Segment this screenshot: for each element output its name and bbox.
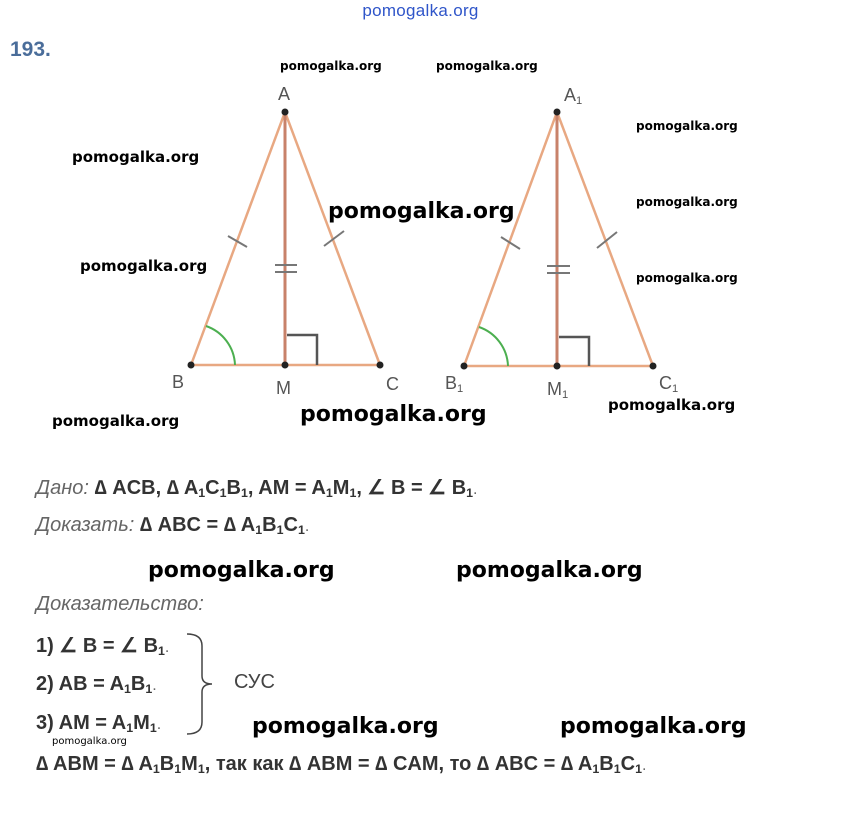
side-ab xyxy=(191,112,285,365)
watermark: pomogalka.org xyxy=(280,59,382,73)
watermark: pomogalka.org xyxy=(636,119,738,133)
point-a1 xyxy=(554,109,561,116)
point-b1 xyxy=(461,363,468,370)
watermark: pomogalka.org xyxy=(608,396,736,414)
proof-step-1: 1) ∠ B = ∠ $B_1$. xyxy=(36,635,170,659)
proof-step-3: 3) AM = $A_1M_1$. xyxy=(36,712,162,736)
watermark: pomogalka.org xyxy=(560,714,747,739)
task-number: 193. xyxy=(10,38,51,61)
point-b xyxy=(188,362,195,369)
label-m: M xyxy=(276,378,291,398)
right-triangle xyxy=(461,109,657,370)
watermark: pomogalka.org xyxy=(52,412,180,430)
prove-label: Доказать: xyxy=(36,514,135,536)
right-angle-mark-2 xyxy=(559,337,589,366)
watermark: pomogalka.org xyxy=(456,558,643,583)
label-a1: $A_1$ xyxy=(564,85,583,107)
left-triangle xyxy=(188,109,384,369)
label-c: C xyxy=(386,374,399,394)
label-a: A xyxy=(278,84,291,104)
side-a1c1 xyxy=(557,112,653,366)
label-b1: $B_1$ xyxy=(445,373,464,395)
proof-step-2: 2) AB = $A_1B_1$. xyxy=(36,673,157,697)
prove-line: Доказать: ∆ ABC = ∆ $A_1B_1C_1$. xyxy=(36,514,310,538)
proof-label: Доказательство: xyxy=(36,593,204,615)
label-m1: $M_1$ xyxy=(547,379,569,401)
point-c1 xyxy=(650,363,657,370)
watermark: pomogalka.org xyxy=(72,148,200,166)
watermark: pomogalka.org xyxy=(636,271,738,285)
point-c xyxy=(377,362,384,369)
point-a xyxy=(282,109,289,116)
watermark: pomogalka.org xyxy=(328,199,515,224)
watermark: pomogalka.org xyxy=(52,736,127,747)
angle-arc-b1 xyxy=(479,327,508,366)
watermark: pomogalka.org xyxy=(252,714,439,739)
side-a1b1 xyxy=(464,112,557,366)
watermark: pomogalka.org xyxy=(148,558,335,583)
watermark: pomogalka.org xyxy=(436,59,538,73)
curly-brace xyxy=(187,634,212,734)
given-line: Дано: ∆ ACB, ∆ $A_1C_1B_1$, AM = $A_1M_1$, ∠ B = ∠ $B_1$. xyxy=(36,477,478,501)
angle-arc-b xyxy=(206,326,235,365)
label-b: B xyxy=(172,372,185,392)
given-label: Дано: xyxy=(36,477,89,499)
conclusion-line: ∆ ABM = ∆ $A_1B_1M_1$, так как ∆ ABM = ∆ CAM, то ∆ ABC = ∆ $A_1B_1C_1$. xyxy=(36,753,647,777)
label-c1: $C_1$ xyxy=(659,373,679,395)
site-header-logo[interactable]: pomogalka.org xyxy=(362,1,479,20)
watermark: pomogalka.org xyxy=(300,402,487,427)
brace-label: СУС xyxy=(234,671,275,693)
point-m1 xyxy=(554,363,561,370)
watermark: pomogalka.org xyxy=(80,257,208,275)
right-angle-mark xyxy=(287,335,317,365)
point-m xyxy=(282,362,289,369)
watermark: pomogalka.org xyxy=(636,195,738,209)
